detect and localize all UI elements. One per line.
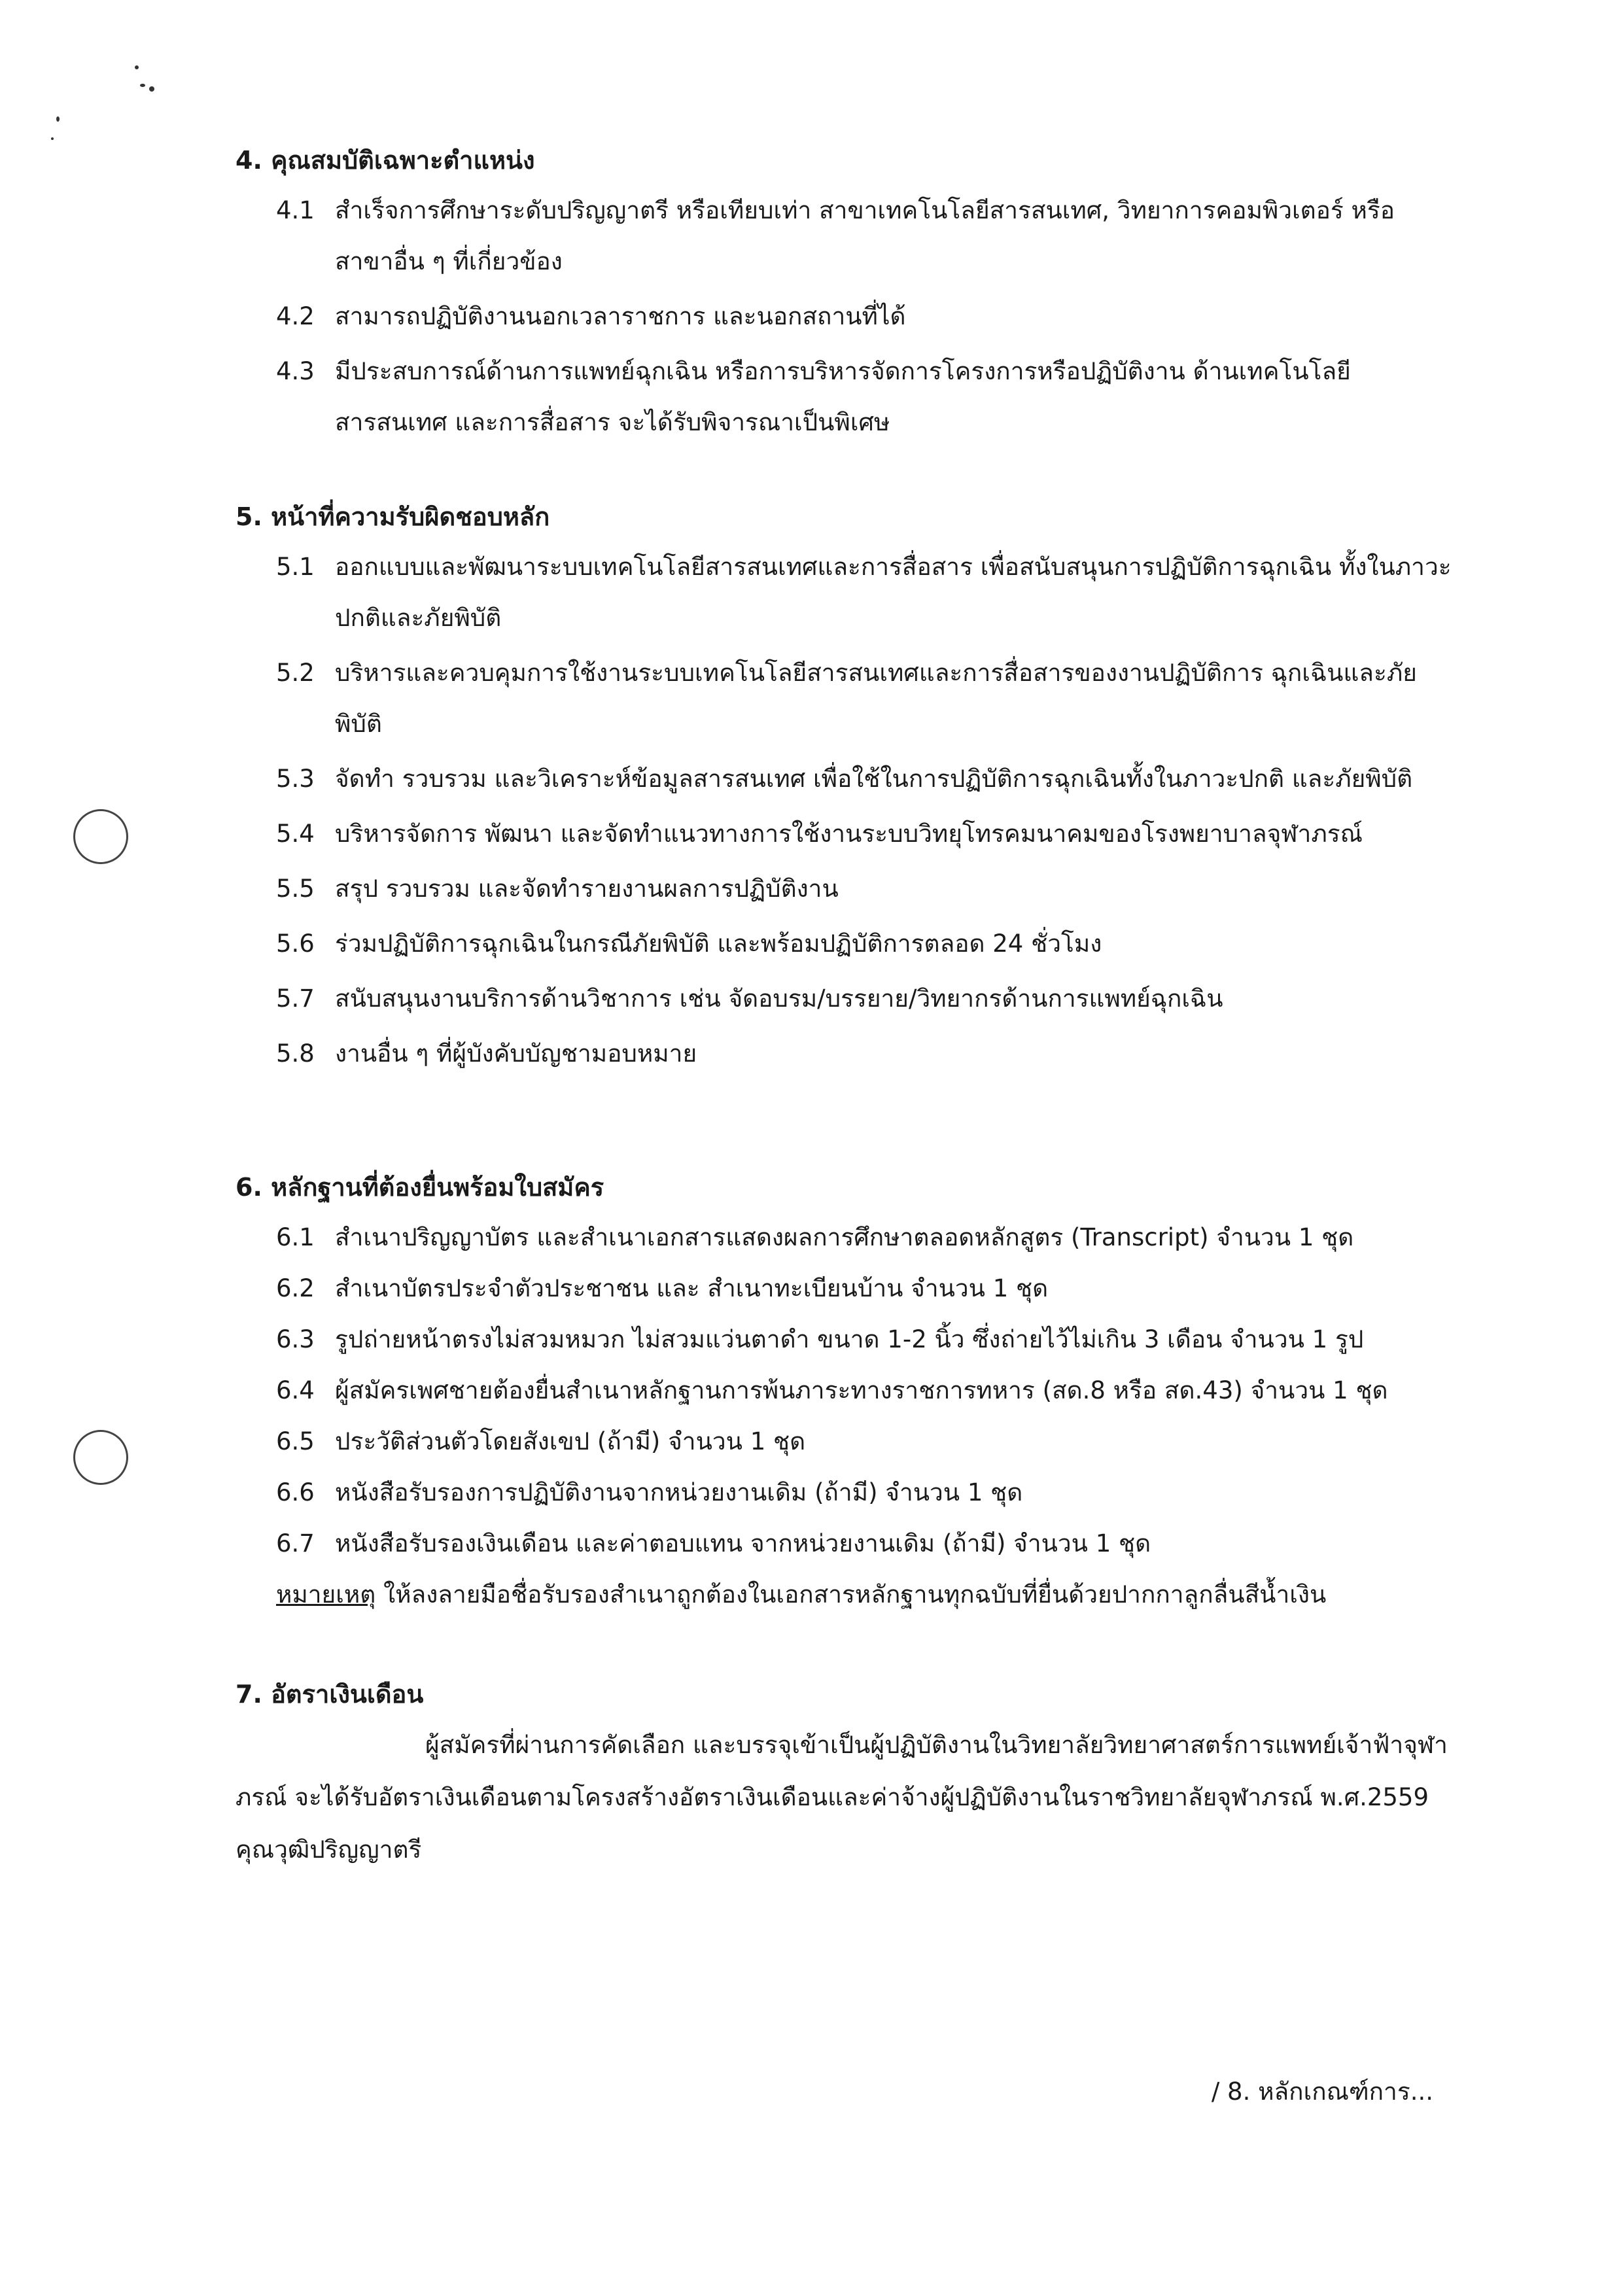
list-item <box>236 1467 1452 1518</box>
note-text: ให้ลงลายมือชื่อรับรองสำเนาถูกต้องในเอกสารหลักฐานทุกฉบับที่ยื่นด้วยปากกาลูกลื่นสีน้ำเงิน <box>383 1580 1327 1609</box>
item-text: สำเร็จการศึกษาระดับปริญญาตรี หรือเทียบเท่า สาขาเทคโนโลยีสารสนเทศ, วิทยาการคอมพิวเตอร์ หรือสาขาอื่น ๆ ที่เกี่ยวข้อง <box>335 196 1395 275</box>
item-text: สนับสนุนงานบริการด้านวิชาการ เช่น จัดอบรม/บรรยาย/วิทยากรด้านการแพทย์ฉุกเฉิน <box>335 984 1223 1013</box>
item-text: ผู้สมัครเพศชายต้องยื่นสำเนาหลักฐานการพ้นภาระทางราชการทหาร (สด.8 หรือ สด.43) จำนวน 1 ชุด <box>335 1376 1388 1404</box>
list-item <box>236 346 1452 448</box>
list-item <box>236 1314 1452 1365</box>
item-text: สำเนาบัตรประจำตัวประชาชน และ สำเนาทะเบียนบ้าน จำนวน 1 ชุด <box>335 1274 1049 1302</box>
item-number: 5.1 <box>276 553 315 581</box>
item-number: 6.7 <box>276 1529 315 1557</box>
scan-speck <box>140 84 145 87</box>
section-heading: 6. หลักฐานที่ต้องยื่นพร้อมใบสมัคร <box>236 1173 604 1202</box>
list-item <box>236 809 1452 860</box>
note <box>236 1569 1452 1620</box>
section-heading: 7. อัตราเงินเดือน <box>236 1680 424 1709</box>
paragraph-text: ผู้สมัครที่ผ่านการคัดเลือก และบรรจุเข้าเป็นผู้ปฏิบัติงานในวิทยาลัยวิทยาศาสตร์การแพทย์เจ้าฟ้าจุฬาภรณ์ จะได้รับอัตราเงินเดือนตามโครงสร้างอัตราเงินเดือนและค่าจ้างผู้ปฏิบัติงานในราชวิทยาลัยจุฬาภรณ์ พ.ศ.2559 คุณวุฒิปริญญาตรี <box>236 1731 1448 1864</box>
item-text: สรุป รวบรวม และจัดทำรายงานผลการปฏิบัติงาน <box>335 875 839 903</box>
item-number: 5.4 <box>276 820 315 848</box>
item-number: 5.8 <box>276 1039 315 1068</box>
item-text: มีประสบการณ์ด้านการแพทย์ฉุกเฉิน หรือการบริหารจัดการโครงการหรือปฏิบัติงาน ด้านเทคโนโลยีสารสนเทศ และการสื่อสาร จะได้รับพิจารณาเป็นพิเศษ <box>335 357 1351 436</box>
section-heading: 4. คุณสมบัติเฉพาะตำแหน่ง <box>236 146 535 175</box>
list-item <box>236 291 1452 342</box>
item-text: จัดทำ รวบรวม และวิเคราะห์ข้อมูลสารสนเทศ เพื่อใช้ในการปฏิบัติการฉุกเฉินทั้งในภาวะปกติ และภัยพิบัติ <box>335 765 1413 793</box>
item-text: ออกแบบและพัฒนาระบบเทคโนโลยีสารสนเทศและการสื่อสาร เพื่อสนับสนุนการปฏิบัติการฉุกเฉิน ทั้งในภาวะปกติและภัยพิบัติ <box>335 553 1452 632</box>
item-text: งานอื่น ๆ ที่ผู้บังคับบัญชามอบหมาย <box>335 1039 697 1068</box>
item-number: 5.6 <box>276 930 315 958</box>
item-text: สามารถปฏิบัติงานนอกเวลาราชการ และนอกสถานที่ได้ <box>335 302 906 330</box>
list-item <box>236 1212 1452 1263</box>
list-item <box>236 754 1452 805</box>
list-item <box>236 1028 1452 1079</box>
punch-hole <box>73 1430 128 1485</box>
list-item <box>236 973 1452 1024</box>
item-number: 6.6 <box>276 1478 315 1506</box>
item-text: หนังสือรับรองการปฏิบัติงานจากหน่วยงานเดิม (ถ้ามี) จำนวน 1 ชุด <box>335 1478 1023 1506</box>
item-text: รูปถ่ายหน้าตรงไม่สวมหมวก ไม่สวมแว่นตาดำ ขนาด 1-2 นิ้ว ซึ่งถ่ายไว้ไม่เกิน 3 เดือน จำนวน 1 รูป <box>335 1325 1364 1353</box>
scan-speck <box>135 65 139 69</box>
item-number: 6.3 <box>276 1325 315 1353</box>
note-label: หมายเหตุ <box>276 1580 376 1609</box>
section-responsibilities <box>236 497 1452 1079</box>
punch-hole <box>73 809 128 864</box>
item-text: บริหารจัดการ พัฒนา และจัดทำแนวทางการใช้งานระบบวิทยุโทรคมนาคมของโรงพยาบาลจุฬาภรณ์ <box>335 820 1363 848</box>
section-qualifications <box>236 141 1452 448</box>
scan-speck <box>56 116 60 122</box>
item-number: 6.5 <box>276 1427 315 1455</box>
item-number: 6.4 <box>276 1376 315 1404</box>
list-item <box>236 863 1452 914</box>
item-number: 5.2 <box>276 659 315 687</box>
list-item <box>236 1416 1452 1467</box>
item-number: 6.1 <box>276 1223 315 1251</box>
item-number: 4.1 <box>276 196 315 224</box>
salary-paragraph <box>236 1719 1452 1876</box>
list-item <box>236 185 1452 287</box>
item-text: บริหารและควบคุมการใช้งานระบบเทคโนโลยีสารสนเทศและการสื่อสารของงานปฏิบัติการ ฉุกเฉินและภัยพิบัติ <box>335 659 1417 738</box>
item-number: 4.2 <box>276 302 315 330</box>
list-item <box>236 648 1452 750</box>
item-text: หนังสือรับรองเงินเดือน และค่าตอบแทน จากหน่วยงานเดิม (ถ้ามี) จำนวน 1 ชุด <box>335 1529 1151 1557</box>
section-salary <box>236 1675 1452 1876</box>
section-heading: 5. หน้าที่ความรับผิดชอบหลัก <box>236 502 550 531</box>
list-item <box>236 542 1452 644</box>
list-item <box>236 918 1452 969</box>
item-number: 5.3 <box>276 765 315 793</box>
section-required-documents <box>236 1168 1452 1620</box>
scan-speck <box>51 137 54 140</box>
list-item <box>236 1518 1452 1569</box>
continuation-reference: / 8. หลักเกณฑ์การ... <box>1211 2078 1433 2106</box>
item-text: ประวัติส่วนตัวโดยสังเขป (ถ้ามี) จำนวน 1 ชุด <box>335 1427 806 1455</box>
item-number: 5.5 <box>276 875 315 903</box>
scan-speck <box>149 86 154 92</box>
item-text: ร่วมปฏิบัติการฉุกเฉินในกรณีภัยพิบัติ และพร้อมปฏิบัติการตลอด 24 ชั่วโมง <box>335 930 1102 958</box>
list-item <box>236 1263 1452 1314</box>
item-text: สำเนาปริญญาบัตร และสำเนาเอกสารแสดงผลการศึกษาตลอดหลักสูตร (Transcript) จำนวน 1 ชุด <box>335 1223 1354 1251</box>
list-item <box>236 1365 1452 1416</box>
item-number: 5.7 <box>276 984 315 1013</box>
item-number: 4.3 <box>276 357 315 385</box>
item-number: 6.2 <box>276 1274 315 1302</box>
